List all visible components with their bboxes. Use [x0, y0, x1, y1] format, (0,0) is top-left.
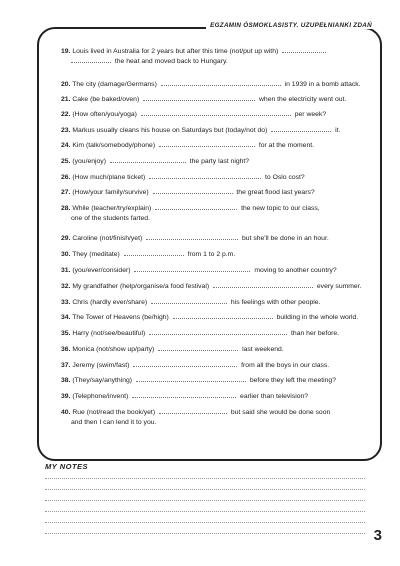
answer-blank[interactable]: [132, 396, 236, 398]
answer-blank[interactable]: [271, 130, 331, 132]
answer-blank[interactable]: [149, 177, 261, 179]
answer-blank[interactable]: [158, 349, 238, 351]
notes-line[interactable]: [45, 522, 365, 523]
answer-blank[interactable]: [153, 192, 233, 194]
exercise-item: 33. Chris (hardly ever/share) his feelings with other people.: [61, 299, 321, 306]
exercise-item: 40. Rue (not/read the book/yet) but said she would be done soon and then I can lend it to you.: [61, 409, 331, 426]
exercise-item: 25. (you/enjoy) the party last night?: [61, 158, 250, 165]
exercise-item: 38. (They/say/anything) before they left the meeting?: [61, 377, 336, 384]
answer-blank[interactable]: [161, 84, 281, 86]
exercise-item: 23. Markus usually cleans his house on Saturdays but (today/not do) it.: [61, 127, 341, 134]
answer-blank[interactable]: [146, 238, 238, 240]
answer-blank[interactable]: [155, 208, 237, 210]
exercise-item: 34. The Tower of Heavens (be/high) building in the whole world.: [61, 314, 359, 321]
answer-blank[interactable]: [159, 145, 255, 147]
answer-blank[interactable]: [134, 270, 250, 272]
notes-title: MY NOTES: [45, 462, 89, 471]
exercise-item: 27. (How/your family/survive) the great flood last years?: [61, 189, 315, 196]
answer-blank[interactable]: [159, 412, 227, 414]
page-number: 3: [373, 527, 382, 544]
notes-line[interactable]: [45, 533, 365, 534]
exercise-item: 29. Caroline (not/finish/yet) but she'll be done in an hour.: [61, 235, 329, 242]
notes-line[interactable]: [45, 478, 365, 479]
exercise-item: 20. The city (damage/Germans) in 1939 in a bomb attack.: [61, 81, 361, 88]
exercise-item: 26. (How much/plane ticket) to Oslo cost?: [61, 174, 305, 181]
exercise-item: 31. (you/ever/consider) moving to another country?: [61, 267, 337, 274]
exercise-item: 39. (Telephone/invent) earlier than television?: [61, 393, 309, 400]
exercise-item: 32. My grandfather (help/organise/a food festival) every summer.: [61, 283, 362, 290]
exercise-item: 19. Louis lived in Australia for 2 years but after this time (not/put up with) the heat and moved back to Hungary.: [61, 47, 371, 66]
answer-blank[interactable]: [143, 99, 255, 101]
exercise-item: 36. Monica (not/show up/party) last weekend.: [61, 346, 284, 353]
answer-blank[interactable]: [124, 254, 184, 256]
exercise-item: 24. Kim (talk/somebody/phone) for at the moment.: [61, 142, 315, 149]
exercise-item: 30. They (meditate) from 1 to 2 p.m.: [61, 251, 236, 258]
answer-blank[interactable]: [110, 161, 186, 163]
answer-blank[interactable]: [136, 380, 246, 382]
exercise-item: 37. Jeremy (swim/fast) from all the boys in our class.: [61, 362, 330, 369]
answer-blank[interactable]: [282, 51, 326, 53]
answer-blank[interactable]: [133, 365, 237, 367]
answer-blank[interactable]: [149, 333, 287, 335]
answer-blank[interactable]: [141, 114, 291, 116]
exercise-item: 22. (How often/you/yoga) per week?: [61, 111, 327, 118]
exercise-item: 28. While (teacher/try/explain) the new topic to our class, one of the students farted.: [61, 205, 320, 222]
answer-blank[interactable]: [213, 286, 313, 288]
page-header: EGZAMIN ÓSMOKLASISTY. UZUPEŁNIANKI ZDAŃ: [206, 22, 376, 29]
notes-line[interactable]: [45, 511, 365, 512]
notes-line[interactable]: [45, 489, 365, 490]
exercise-item: 21. Cake (be baked/oven) when the electricity went out.: [61, 96, 347, 103]
notes-line[interactable]: [45, 500, 365, 501]
exercise-item: 35. Harry (not/see/beautiful) than her before.: [61, 330, 340, 337]
answer-blank[interactable]: [151, 302, 227, 304]
answer-blank[interactable]: [71, 61, 111, 63]
answer-blank[interactable]: [173, 317, 273, 319]
